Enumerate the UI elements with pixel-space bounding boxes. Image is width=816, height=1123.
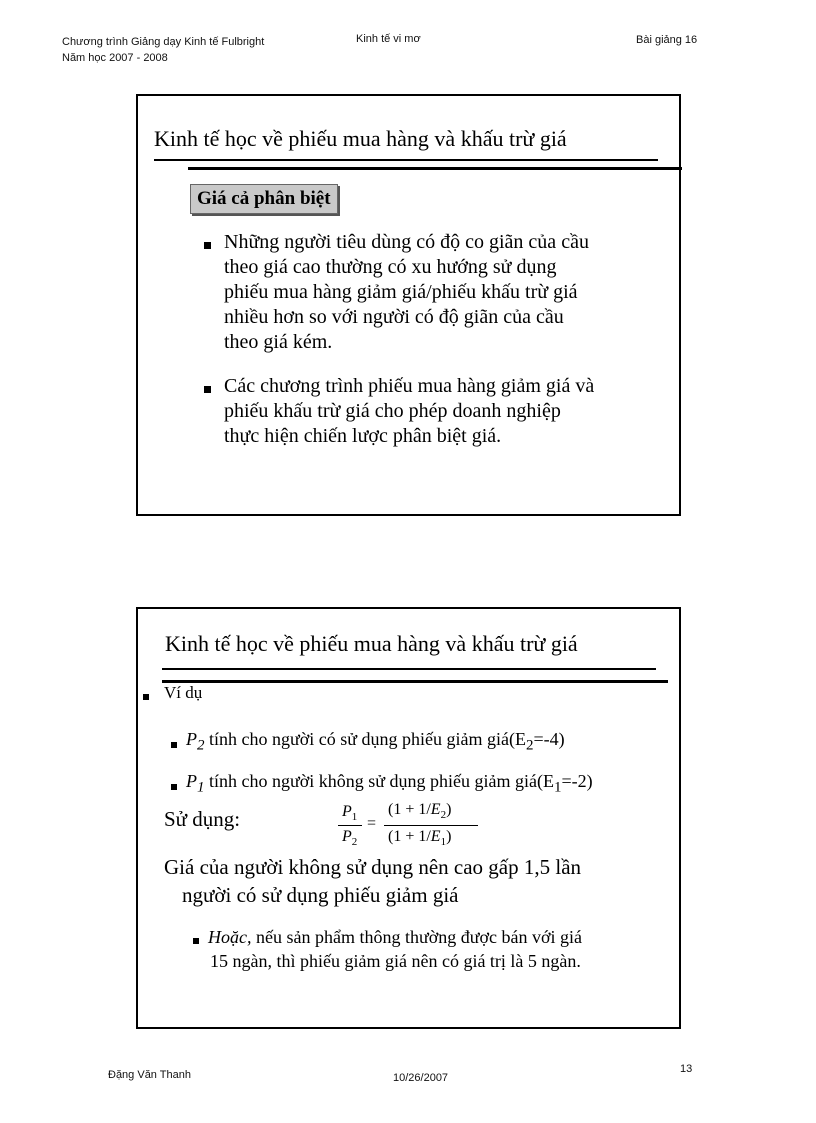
bullet-icon [193,938,199,944]
slide-1 [136,94,681,516]
bullet-line: theo giá kém. [224,331,333,353]
formula-lhs-denominator: $P_2$ [342,828,358,849]
header-program: Chương trình Giảng dạy Kinh tế Fulbright [62,36,265,48]
or-note [208,925,582,973]
bullet-line: phiếu khấu trừ giá cho phép doanh nghiệp [224,400,561,422]
p1-esub: 1 [554,779,562,796]
p2-sub: 2 [197,737,205,754]
bullet-elasticity [224,230,589,355]
bullet-icon [204,386,211,393]
slide-1-title: Kinh tế học về phiếu mua hàng và khấu trừ giá [154,126,567,151]
bullet-line: thực hiện chiến lược phân biệt giá. [224,425,502,447]
or-line: nếu sản phẩm thông thường được bán với giá [256,927,583,947]
page-number: 13 [680,1063,693,1075]
p1-text: tính cho người không sử dụng phiếu giảm giá(E [209,771,554,791]
bullet-icon [143,694,149,700]
bullet-line: Những người tiêu dùng có độ co giãn của cầu [224,231,589,253]
formula-equals: = [367,815,377,832]
formula-lhs-numerator: $P_1$ [342,803,358,824]
header-course: Kinh tế vi mơ [356,33,421,45]
p2-symbol: P [186,729,197,749]
header-lecture: Bài giảng 16 [636,34,698,46]
conclusion-line: Giá của người không sử dụng nên cao gấp 1,5 lần [164,855,582,879]
use-label: Sử dụng: [164,807,241,831]
title-underline [162,668,656,670]
bullet-line: theo giá cao thường có xu hướng sử dụng [224,256,557,278]
formula-lhs-bar [338,825,362,826]
or-label: Hoặc, [208,927,252,947]
bullet-icon [204,242,211,249]
p2-tail: =-4) [533,729,565,749]
p2-esub: 2 [525,737,534,754]
bullet-programs [224,374,594,449]
conclusion [164,853,581,909]
formula-rhs-bar [384,825,478,826]
footer-author: Đặng Văn Thanh [108,1069,191,1081]
header-year: Năm học 2007 - 2008 [62,52,168,64]
slide-2 [136,607,681,1029]
p1-line [186,771,593,797]
p1-sub: 1 [197,779,205,796]
title-rule [188,167,682,170]
p1-symbol: P [186,771,197,791]
bullet-icon [171,784,177,790]
title-rule [162,680,668,683]
footer-date: 10/26/2007 [393,1072,449,1084]
formula-rhs-denominator: $(1 + 1/E_1)$ [388,828,452,849]
or-line: 15 ngàn, thì phiếu giảm giá nên có giá trị là 5 ngàn. [210,951,581,971]
formula-rhs-numerator: $(1 + 1/E_2)$ [388,801,452,822]
bullet-line: phiếu mua hàng giảm giá/phiếu khấu trừ giá [224,281,578,303]
slide-2-title: Kinh tế học về phiếu mua hàng và khấu trừ giá [165,631,578,656]
p2-text: tính cho người có sử dụng phiếu giảm giá(E [209,729,526,749]
bullet-line: nhiều hơn so với người có độ giãn của cầu [224,306,564,328]
bullet-icon [171,742,177,748]
conclusion-line: người có sử dụng phiếu giảm giá [182,883,459,907]
bullet-line: Các chương trình phiếu mua hàng giảm giá và [224,375,595,397]
p1-tail: =-2) [561,771,593,791]
title-underline [154,159,658,161]
price-discrimination-tag: Giá cả phân biệt [190,184,338,214]
p2-line [186,729,565,755]
example-label: Ví dụ [164,683,203,702]
